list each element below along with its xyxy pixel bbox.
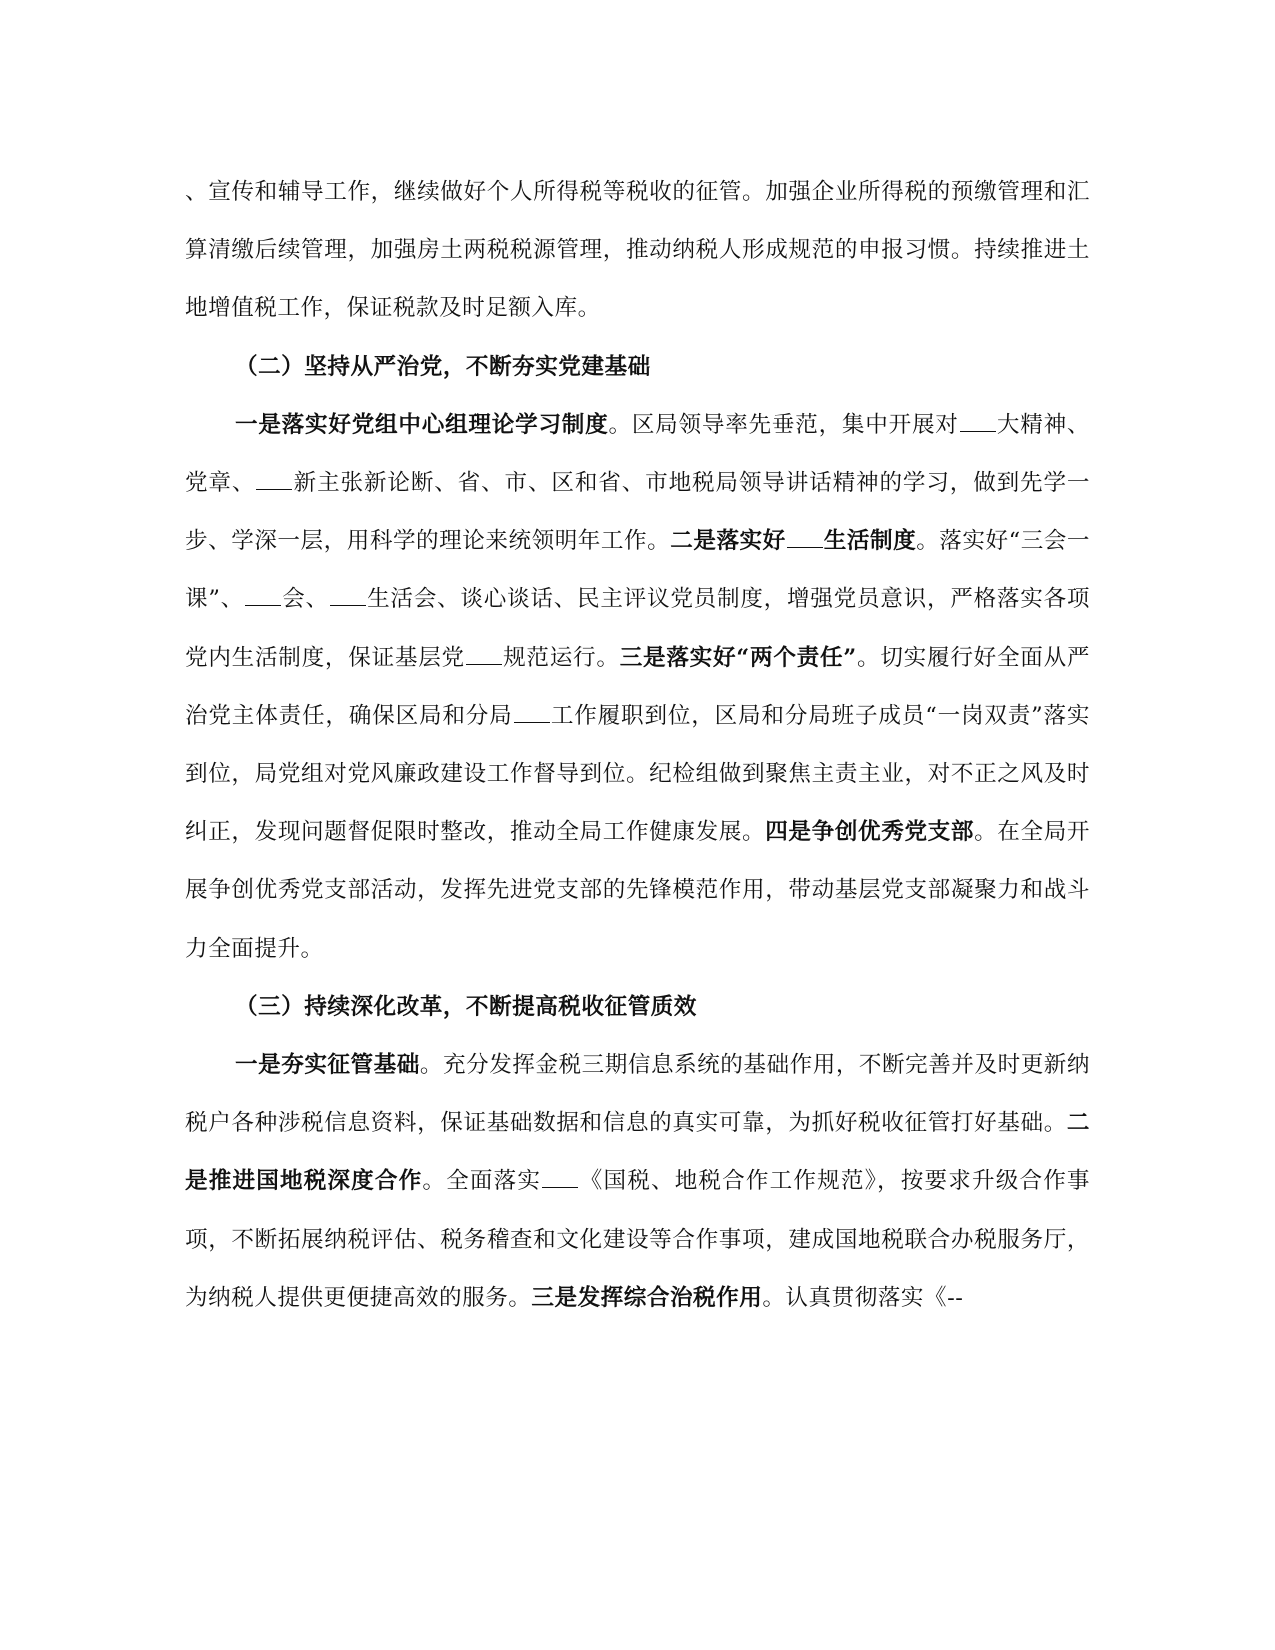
paragraph-text: 。全面落实: [422, 1168, 542, 1195]
paragraph-text: 、宣传和辅导工作，继续做好个人所得税等税收的征管。加强企业所得税的预缴管理和汇算清缴后续管理，加强房土两税税源管理，推动纳税人形成规范的申报习惯。持续推进土地增值税工作，保证税款及时足额入库。: [185, 179, 1090, 322]
document-body: [185, 163, 1090, 1327]
bold-lead-2a: 二是落实好: [670, 528, 786, 555]
blank-underline: [466, 644, 502, 665]
blank-underline: [256, 469, 292, 490]
paragraph-text: 。切实履行好全面从严治党主体责任，确保区局和分局: [185, 644, 1091, 729]
paragraph-text: 会、: [281, 586, 329, 613]
paragraph-text: 。区局领导率先垂范，集中开展对: [608, 411, 959, 438]
paragraph-text: 大精神、党章、: [185, 411, 1091, 497]
section-heading-reform: （三）持续深化改革，不断提高税收征管质效: [235, 993, 697, 1020]
paragraph-text: 《国税、地税合作工作规范》，按要求升级合作事项，不断拓展纳税评估、税务稽查和文化建设等合作事项，建成国地税联合办税服务厅，为纳税人提供更便捷高效的服务。: [185, 1168, 1091, 1311]
bold-lead-2b: 生活制度: [823, 528, 917, 555]
section-heading-party-building: （二）坚持从严治党，不断夯实党建基础: [235, 353, 651, 380]
paragraph-text: 。在全局开展争创优秀党支部活动，发挥先进党支部的先锋模范作用，带动基层党支部凝聚力和战斗力全面提升。: [185, 819, 1091, 962]
bold-lead-4: 四是争创优秀党支部: [765, 819, 975, 846]
paragraph-text: 。落实好“三会一课”、: [185, 528, 1090, 613]
paragraph-text: 工作履职到位，区局和分局班子成员“一岗双责”落实到位，局党组对党风廉政建设工作督导到位。纪检组做到聚焦主责主业，对不正之风及时纠正，发现问题督促限时整改，推动全局工作健康发展。: [185, 702, 1090, 846]
blank-underline: [245, 585, 281, 606]
bold-lead-3: 三是落实好“两个责任”: [619, 644, 857, 671]
paragraph-text: 新主张新论断、省、市、区和省、市地税局领导讲话精神的学习，做到先学一步、学深一层，用科学的理论来统领明年工作。: [185, 470, 1091, 555]
paragraph-text: 。充分发挥金税三期信息系统的基础作用，不断完善并及时更新纳税户各种涉税信息资料，保证基础数据和信息的真实可靠，为抓好税收征管打好基础。: [185, 1052, 1091, 1137]
blank-underline: [960, 411, 996, 432]
bold-lead-1: 一是夯实征管基础: [235, 1052, 420, 1079]
blank-underline: [514, 702, 550, 723]
blank-underline: [330, 585, 366, 606]
bold-lead-2: 二是推进国地税深度合作: [185, 1110, 1090, 1195]
paragraph-reform: [185, 1036, 1090, 1327]
blank-underline: [542, 1167, 578, 1188]
paragraph-text: 生活会、谈心谈话、民主评议党员制度，增强党员意识，严格落实各项党内生活制度，保证基层党: [185, 586, 1091, 671]
paragraph-text: 规范运行。: [502, 644, 620, 671]
bold-lead-1: 一是落实好党组中心组理论学习制度: [235, 411, 609, 438]
bold-lead-3: 三是发挥综合治税作用: [531, 1284, 763, 1311]
paragraph-text: 。认真贯彻落实《--: [762, 1284, 964, 1311]
paragraph-party-building: [185, 396, 1090, 978]
blank-underline: [787, 527, 823, 548]
paragraph-tax-collection: [185, 163, 1090, 338]
